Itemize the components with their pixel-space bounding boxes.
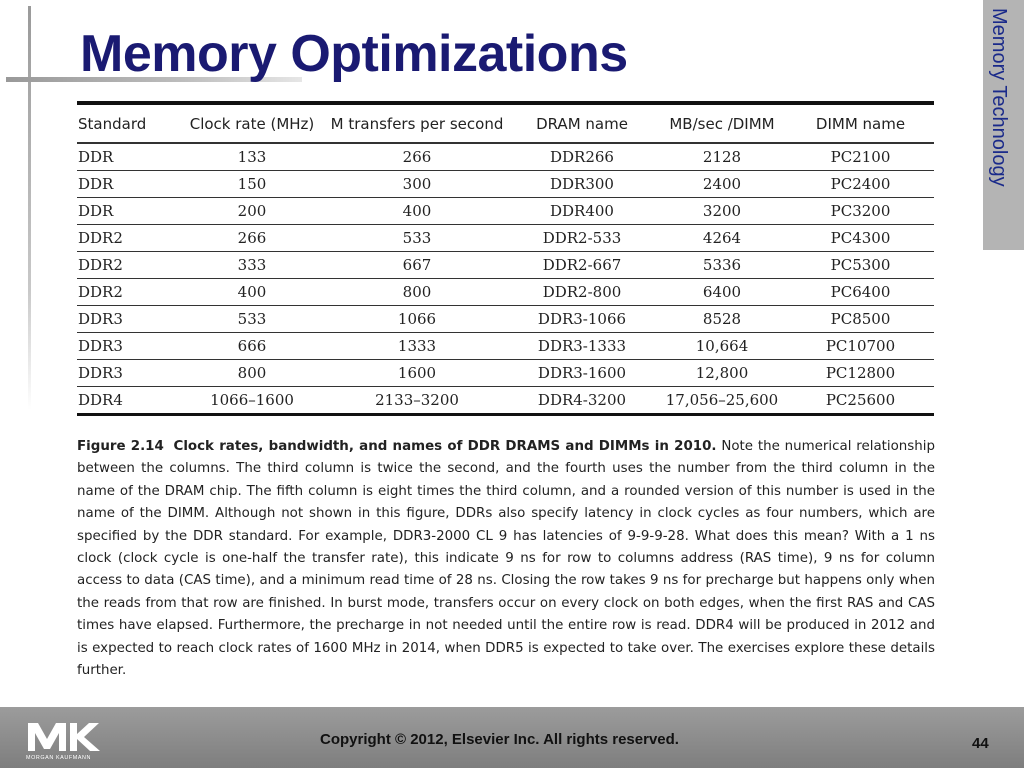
cell-clock-rate: 666 (177, 333, 327, 360)
cell-bandwidth: 2400 (657, 171, 787, 198)
cell-standard: DDR (77, 143, 177, 171)
figure-caption-label: Figure 2.14 (77, 439, 164, 454)
cell-dram-name: DDR300 (507, 171, 657, 198)
cell-dram-name: DDR266 (507, 143, 657, 171)
cell-bandwidth: 12,800 (657, 360, 787, 387)
cell-clock-rate: 150 (177, 171, 327, 198)
cell-standard: DDR2 (77, 225, 177, 252)
cell-clock-rate: 533 (177, 306, 327, 333)
table-row (77, 171, 934, 198)
cell-clock-rate: 200 (177, 198, 327, 225)
cell-standard: DDR2 (77, 252, 177, 279)
cell-dram-name: DDR2-800 (507, 279, 657, 306)
table-row (77, 360, 934, 387)
cell-bandwidth: 10,664 (657, 333, 787, 360)
cell-dimm-name: PC8500 (787, 306, 934, 333)
table-row (77, 252, 934, 279)
cell-bandwidth: 8528 (657, 306, 787, 333)
header-bandwidth: MB/sec /DIMM (657, 103, 787, 143)
cell-dimm-name: PC10700 (787, 333, 934, 360)
cell-dram-name: DDR3-1333 (507, 333, 657, 360)
figure-caption (77, 436, 935, 682)
cell-bandwidth: 6400 (657, 279, 787, 306)
figure-caption-title: Clock rates, bandwidth, and names of DDR DRAMS and DIMMs in 2010. (173, 439, 717, 454)
cell-standard: DDR (77, 198, 177, 225)
cell-dimm-name: PC4300 (787, 225, 934, 252)
publisher-logo (26, 719, 102, 763)
cell-dimm-name: PC5300 (787, 252, 934, 279)
figure-caption-body: Note the numerical relationship between the columns. The third column is twice the second, and the fourth uses the number from the third column in the name of the DRAM chip. The fifth column is eight times the third column, and a rounded version of this number is used in the name of the DIMM. Although not shown in this figure, DDRs also specify latency in clock cycles as four numbers, which are specified by the DDR standard. For example, DDR3-2000 CL 9 has latencies of 9-9-9-28. What does this mean? With a 1 ns clock (clock cycle is one-half the transfer rate), this indicate 9 ns for row to columns address (RAS time), 9 ns for column access to data (CAS time), and a minimum read time of 28 ns. Closing the row takes 9 ns for precharge but happens only when the reads from that row are finished. In burst mode, transfers occur on every clock on both edges, when the first RAS and CAS times have elapsed. Furthermore, the precharge in not needed until the entire row is read. DDR4 will be produced in 2012 and is expected to reach clock rates of 1600 MHz in 2014, when DDR5 is expected to take over. The exercises explore these details further. (77, 439, 935, 679)
page-number: 44 (972, 735, 989, 752)
cell-standard: DDR4 (77, 387, 177, 415)
cell-standard: DDR3 (77, 306, 177, 333)
cell-clock-rate: 266 (177, 225, 327, 252)
cell-transfers: 1066 (327, 306, 507, 333)
slide-title: Memory Optimizations (80, 25, 628, 83)
copyright-text: Copyright © 2012, Elsevier Inc. All rights reserved. (320, 731, 679, 748)
table-row (77, 333, 934, 360)
cell-dram-name: DDR4-3200 (507, 387, 657, 415)
cell-clock-rate: 1066–1600 (177, 387, 327, 415)
table-header-row (77, 103, 934, 143)
cell-bandwidth: 2128 (657, 143, 787, 171)
cell-transfers: 800 (327, 279, 507, 306)
cell-bandwidth: 3200 (657, 198, 787, 225)
cell-transfers: 533 (327, 225, 507, 252)
cell-transfers: 2133–3200 (327, 387, 507, 415)
header-transfers: M transfers per second (327, 103, 507, 143)
table-row (77, 225, 934, 252)
cell-dram-name: DDR3-1600 (507, 360, 657, 387)
cell-bandwidth: 4264 (657, 225, 787, 252)
cell-standard: DDR2 (77, 279, 177, 306)
table-row (77, 306, 934, 333)
cell-dram-name: DDR2-533 (507, 225, 657, 252)
decorative-vertical-line (28, 6, 31, 410)
cell-bandwidth: 5336 (657, 252, 787, 279)
cell-transfers: 667 (327, 252, 507, 279)
publisher-logo-text: MORGAN KAUFMANN (26, 755, 92, 761)
cell-dimm-name: PC2100 (787, 143, 934, 171)
cell-standard: DDR (77, 171, 177, 198)
cell-bandwidth: 17,056–25,600 (657, 387, 787, 415)
table-row (77, 198, 934, 225)
table-row (77, 279, 934, 306)
cell-dram-name: DDR3-1066 (507, 306, 657, 333)
cell-dimm-name: PC3200 (787, 198, 934, 225)
cell-standard: DDR3 (77, 360, 177, 387)
cell-clock-rate: 133 (177, 143, 327, 171)
cell-dimm-name: PC6400 (787, 279, 934, 306)
mk-logo-icon (26, 719, 102, 753)
cell-dimm-name: PC12800 (787, 360, 934, 387)
table-row (77, 387, 934, 415)
header-clock-rate: Clock rate (MHz) (177, 103, 327, 143)
cell-transfers: 300 (327, 171, 507, 198)
cell-clock-rate: 400 (177, 279, 327, 306)
slide-footer (0, 707, 1024, 768)
section-side-tab (983, 0, 1024, 250)
cell-transfers: 400 (327, 198, 507, 225)
table-row (77, 143, 934, 171)
header-standard: Standard (77, 103, 177, 143)
cell-dimm-name: PC2400 (787, 171, 934, 198)
section-label: Memory Technology (988, 8, 1010, 187)
cell-dram-name: DDR400 (507, 198, 657, 225)
header-dram-name: DRAM name (507, 103, 657, 143)
cell-dram-name: DDR2-667 (507, 252, 657, 279)
cell-standard: DDR3 (77, 333, 177, 360)
cell-transfers: 1600 (327, 360, 507, 387)
cell-clock-rate: 800 (177, 360, 327, 387)
cell-transfers: 1333 (327, 333, 507, 360)
ddr-standards-table (77, 101, 934, 416)
cell-dimm-name: PC25600 (787, 387, 934, 415)
cell-transfers: 266 (327, 143, 507, 171)
cell-clock-rate: 333 (177, 252, 327, 279)
header-dimm-name: DIMM name (787, 103, 934, 143)
